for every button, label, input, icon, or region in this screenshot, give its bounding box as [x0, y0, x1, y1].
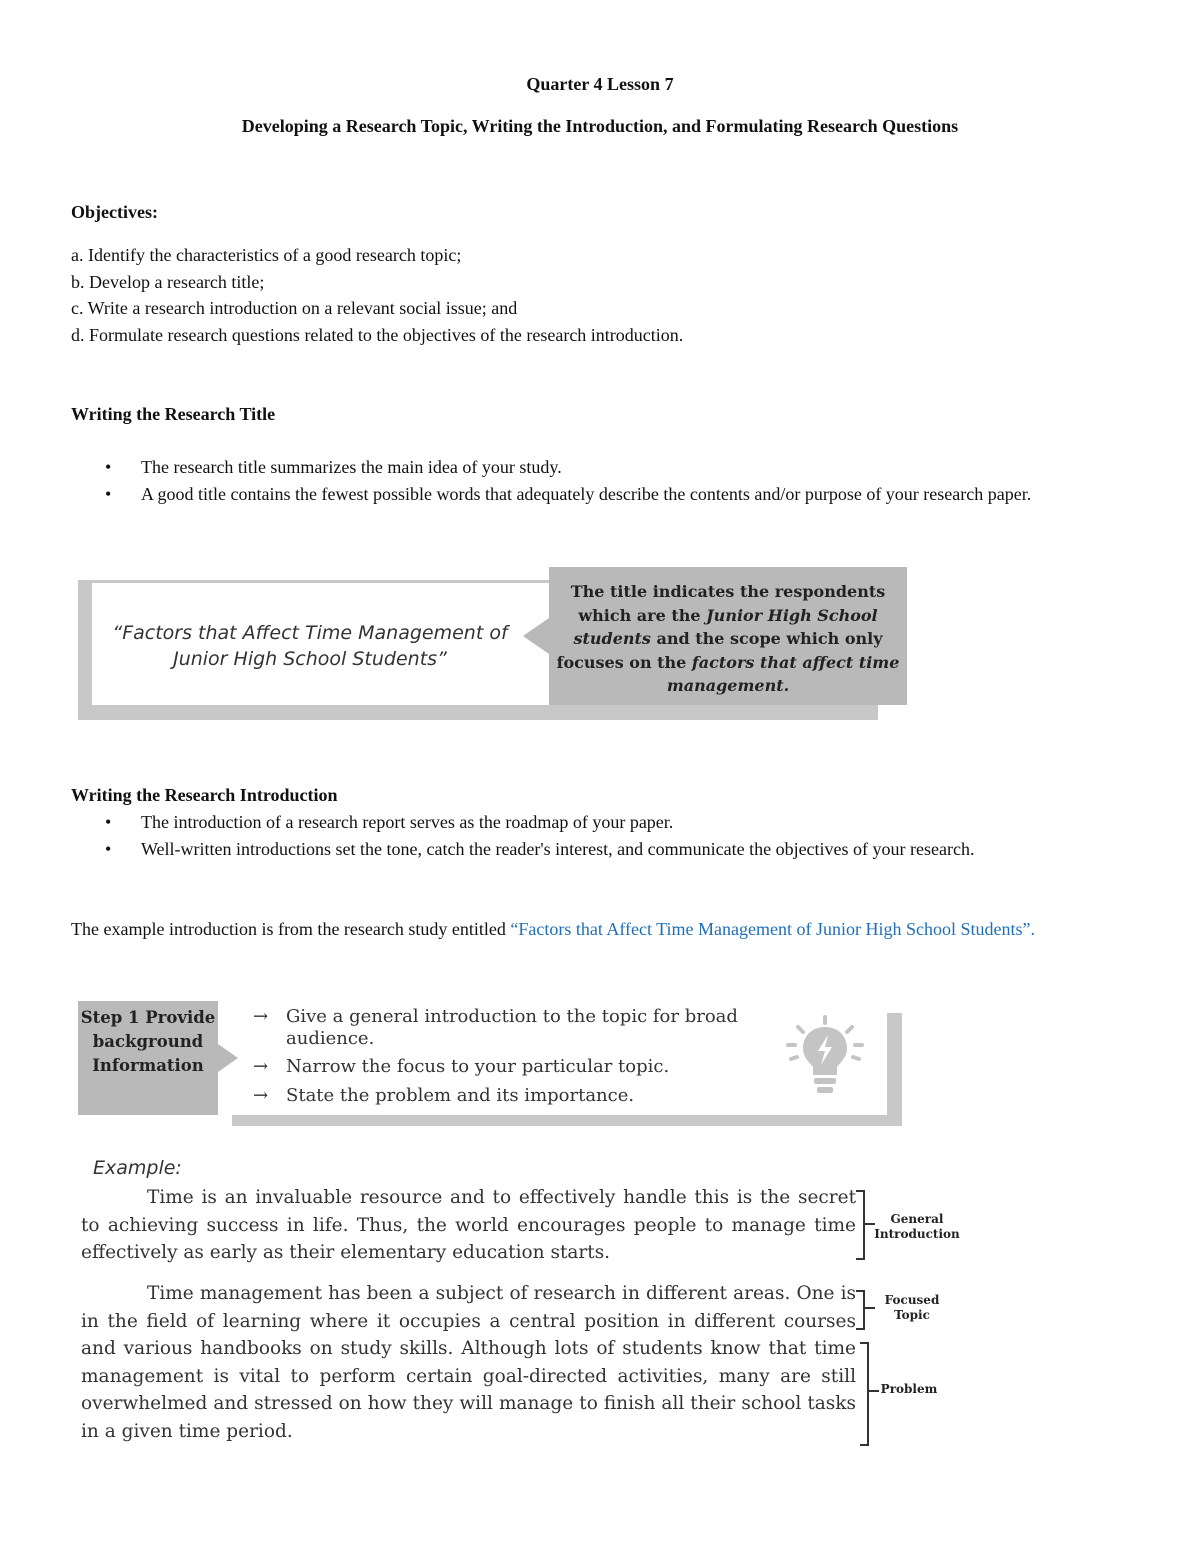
objective-item: b. Develop a research title;: [71, 271, 265, 292]
step-pointer: [218, 1044, 238, 1072]
example-paragraph-1: Time is an invaluable resource and to effectively handle this is the secret to achieving success in life. Thus, the world encourages people to manage time effectively as early as their elementary education starts.: [81, 1187, 856, 1263]
lesson-label: Quarter 4 Lesson 7: [526, 74, 674, 94]
bullet-icon: •: [105, 839, 112, 859]
arrow-right-icon: →: [253, 1056, 269, 1077]
bracket-general: [856, 1190, 865, 1260]
bracket-tick: [865, 1307, 875, 1309]
example-title-quote: “Factors that Affect Time Management of Junior High School Students”: [112, 622, 508, 670]
section-heading-introduction: Writing the Research Introduction: [71, 785, 338, 805]
objective-item: a. Identify the characteristics of a good research topic;: [71, 245, 462, 265]
study-title-link: “Factors that Affect Time Management of Junior High School Students”.: [510, 919, 1035, 939]
arrow-right-icon: →: [253, 1085, 269, 1106]
example-label: Example:: [93, 1157, 182, 1179]
lightbulb-icon: [782, 1013, 868, 1099]
example-intro-paragraph: The example introduction is from the research study entitled “Factors that Affect Time Management of Junior High School Students”.: [71, 919, 1035, 939]
callout-text: The title indicates the respondents which are the Junior High School students and the scope which only focuses on the factors that affect time management.: [556, 582, 900, 695]
annotation-focused-topic: Focused Topic: [884, 1293, 940, 1322]
objective-item: c. Write a research introduction on a relevant social issue; and: [71, 298, 518, 318]
callout-pointer: [523, 618, 549, 654]
section-heading-title: Writing the Research Title: [71, 404, 276, 424]
page-title: Developing a Research Topic, Writing the Introduction, and Formulating Research Questions: [241, 116, 959, 136]
objectives-list: [71, 242, 1131, 348]
bullet-icon: •: [105, 812, 112, 832]
bracket-focused: [856, 1290, 865, 1330]
bullet-icon: •: [105, 484, 112, 504]
step-label: Step 1 Provide background Information: [80, 1008, 216, 1075]
objectives-heading: Objectives:: [71, 202, 158, 222]
example-paragraph-2: Time management has been a subject of research in different areas. One is in the field of learning where it occupies a central position in different courses and various handbooks on study skills. Although lots of students know that time management is vital to perform certain goal-directed activities, many are still overwhelmed and stressed on how they will manage to finish all their school tasks in a given time period.: [81, 1283, 856, 1442]
annotation-general-introduction: General Introduction: [874, 1212, 960, 1241]
arrow-right-icon: →: [253, 1006, 269, 1027]
bracket-problem: [860, 1342, 869, 1446]
objective-item: d. Formulate research questions related to the objectives of the research introduction.: [71, 324, 684, 345]
document-page: Quarter 4 Lesson 7 Developing a Research Topic, Writing the Introduction, and Formulating Research Questions Objectives: a. Identify the characteristics of a good research topic; b. Develop a research title; c. Write a research introduction on a relevant social issue; and d. Formulate research questions related to the objectives of the research introduction. Writing the Research Title • The research title summarizes the main idea of your study. • A good title contains the fewest possible words that adequately describe the contents and/or purpose of your research paper. “Factors that Affect Time Management of Junior High School Students” The title indicates the respondents which are the Junior High School students and the scope which only focuses on the factors that affect time management. Writing the Research Introduction • The introduction of a research report serves as the roadmap of your paper. • Well-written introductions set the tone, catch the reader's interest, and communicate the objectives of your research. The example introduction is from the research study entitled “Factors that Affect Time Management of Junior High School Students”. Step 1 Provide background Information → Give a general introduction to the topic for broad audience. → Narrow the focus to your particular topic. → State the problem and its importance. Example: Time is an invaluable resource and to effectively handle this is the secret to achieving success in life. Thus, the world encourages people to manage time effectively as early as their elementary education starts. Time management has been a subject of research in different areas. One is in the field of learning where it occupies a central position in different courses and various handbooks on study skills. Although lots of students know that time management is vital to perform certain goal-directed activities, many are still overwhelmed and stressed on how they will manage to finish all their school tasks in a given time period. General Introduction Focused Topic Problem: [0, 0, 1200, 1553]
bullet-icon: •: [105, 457, 112, 477]
annotation-problem: Problem: [880, 1382, 938, 1396]
